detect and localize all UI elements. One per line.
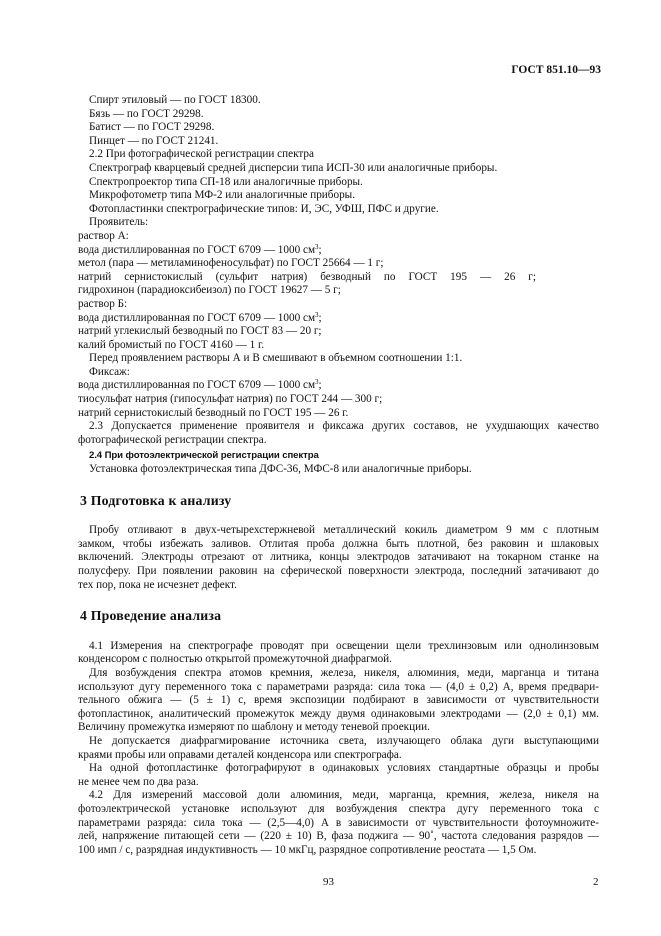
document-body <box>78 94 599 857</box>
paragraph-line: фотопластинок, аналитический промежуток между двумя одинаковыми электродами — (2,0 ± 0,1) мм. <box>78 707 599 720</box>
fixer-label: Фиксаж: <box>89 365 130 378</box>
paragraph-line: краями пробы или оправами деталей конденсора или спектрографа. <box>78 748 402 761</box>
paragraph-line: 4.2 Для измерений массовой доли алюминия, меди, марганца, кремния, железа, никеля на <box>89 789 599 802</box>
document-code: ГОСТ 851.10—93 <box>511 64 601 76</box>
paragraph-line: включений. Электроды отрезают от литника, концы электродов затачивают на токарном станке на <box>78 551 599 564</box>
reagent-line: натрий сернистокислый безводный по ГОСТ 195 — 26 г. <box>78 406 349 419</box>
paragraph-line: 4.1 Измерения на спектрографе проводят при освещении щели трехлинзовым или однолинзовым <box>89 639 599 652</box>
paragraph-line: Пробу отливают в двух-четырехстержневой металлический кокиль диаметром 9 мм с плотным <box>89 524 599 537</box>
solution-a-label: раствор А: <box>78 229 129 242</box>
paragraph-line: Для возбуждения спектра атомов кремния, железа, никеля, алюминия, меди, марганца и титана <box>89 666 599 679</box>
paragraph-2-3-line: фотографической регистрации спектра. <box>78 433 267 446</box>
equipment-line: Спектрограф кварцевый средней дисперсии типа ИСП-30 или аналогичные приборы. <box>89 161 498 174</box>
reagent-line: метол (пара — метиламинофеносульфат) по ГОСТ 25664 — 1 г; <box>78 257 384 270</box>
equipment-line: Микрофотометр типа МФ-2 или аналогичные приборы. <box>89 189 355 202</box>
reagent-line: натрий углекислый безводный по ГОСТ 83 — 20 г; <box>78 325 322 338</box>
equipment-line: Установка фотоэлектрическая типа ДФС-36, МФС-8 или аналогичные приборы. <box>89 463 472 476</box>
material-line: Пинцет — по ГОСТ 21241. <box>89 134 219 147</box>
paragraph-line: На одной фотопластинке фотографируют в одинаковых условиях стандартные образцы и пробы <box>89 762 599 775</box>
paragraph-line: тельного обжига — (5 ± 1) с, время экспозиции подбирают в зависимости от чувствительности <box>78 694 599 707</box>
section-3-title: 3 Подготовка к анализу <box>80 492 232 508</box>
reagent-line: тиосульфат натрия (гипосульфат натрия) по ГОСТ 244 — 300 г; <box>78 393 383 406</box>
paragraph-line: используют дугу переменного тока с параметрами разряда: сила тока — (4,0 ± 0,2) А, время предвари- <box>78 680 599 693</box>
paragraph-line: параметрами разряда: сила тока — (2,5—4,0) А в зависимости от чувствительности фотоумножите- <box>78 816 599 829</box>
paragraph-line: Величину промежутка измеряют по шаблону и методу теневой проекции. <box>78 721 430 734</box>
paragraph-line: тех пор, пока не исчезнет дефект. <box>78 578 237 591</box>
page-number-right: 2 <box>593 876 599 888</box>
page-number-center: 93 <box>323 876 334 888</box>
reagent-line: гидрохинон (парадиоксибеизол) по ГОСТ 19627 — 5 г; <box>78 284 341 297</box>
paragraph-line: конденсором с полностью открытой промежуточной диафрагмой. <box>78 653 392 666</box>
mix-note: Перед проявлением растворы А и В смешивают в объемном соотношении 1:1. <box>89 352 463 365</box>
reagent-line: калий бромистый по ГОСТ 4160 — 1 г. <box>78 338 265 351</box>
reagent-line: вода дистиллированная по ГОСТ 6709 — 1000 $см^3$; <box>78 378 322 392</box>
paragraph-line: лей, напряжение питающей сети — (220 ± 10) В, фаза поджига — 90˚, частота следования разрядов — <box>78 830 599 843</box>
paragraph-line: замком, чтобы избежать заливов. Отлитая проба должна быть плотной, без раковин и шлаковых <box>78 537 599 550</box>
reagent-line: вода дистиллированная по ГОСТ 6709 — 1000 $см^3$; <box>78 242 322 256</box>
material-line: Бязь — по ГОСТ 29298. <box>89 107 204 120</box>
reagent-line: натрий сернистокислый (сульфит натрия) безводный по ГОСТ 195 — 26 г; <box>78 270 536 283</box>
material-line: Спирт этиловый — по ГОСТ 18300. <box>89 94 261 106</box>
equipment-line: Спектропроектор типа СП-18 или аналогичные приборы. <box>89 175 363 188</box>
paragraph-line: 100 имп / с, разрядная индуктивность — 10 мкГц, разрядное сопротивление реостата — 1,5 Ом. <box>78 843 537 856</box>
paragraph-line: фотоэлектрической установке используют для возбуждения спектра дугу переменного тока с <box>78 802 599 815</box>
paragraph-line: Не допускается диафрагмирование источника света, излучающего облака дуги выступающими <box>89 734 599 747</box>
reagent-line: вода дистиллированная по ГОСТ 6709 — 1000 $см^3$; <box>78 310 322 324</box>
material-line: Батист — по ГОСТ 29298. <box>89 121 215 134</box>
subsection-2-4-title: 2.4 При фотоэлектрической регистрации спектра <box>89 450 319 462</box>
subsection-2-2-title: 2.2 При фотографической регистрации спектра <box>89 148 314 161</box>
paragraph-2-3-line: 2.3 Допускается применение проявителя и фиксажа других составов, не ухудшающих качество <box>89 420 599 433</box>
section-4-title: 4 Проведение анализа <box>80 608 222 624</box>
paragraph-line: не менее чем по два раза. <box>78 775 199 788</box>
equipment-line: Фотопластинки спектрографические типов: И, ЭС, УФШ, ПФС и другие. <box>89 202 439 215</box>
equipment-line: Проявитель: <box>89 216 149 229</box>
paragraph-line: полусферу. При появлении раковин на сферической поверхности электрода, последний затачивают до <box>78 565 599 577</box>
solution-b-label: раствор Б: <box>78 297 128 310</box>
